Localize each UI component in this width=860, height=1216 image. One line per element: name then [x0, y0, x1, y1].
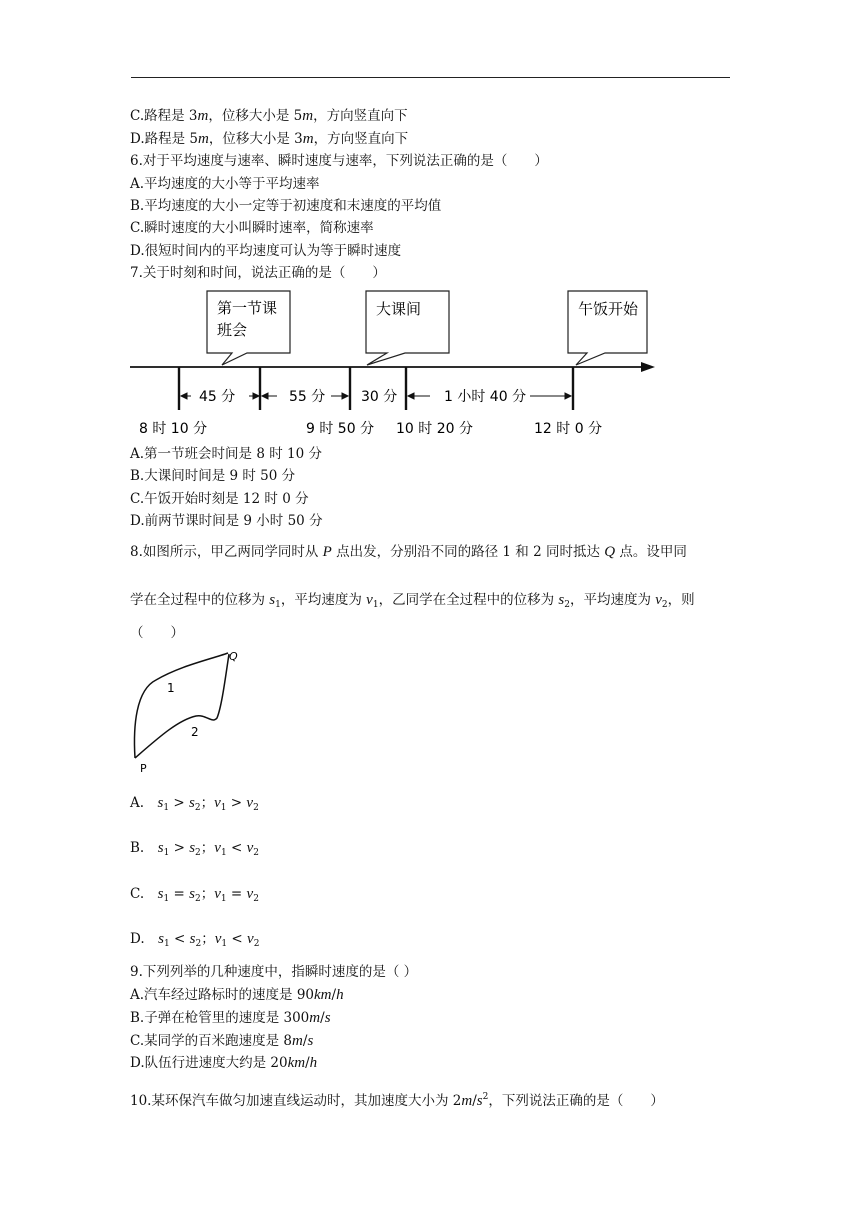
duration-45: 45 分: [199, 389, 236, 405]
path-2-label: 2: [191, 725, 199, 739]
q8-option-d: D. $s_1 < s_2$；$v_1 < v_2$: [130, 931, 260, 949]
point-q-label: Q: [229, 650, 238, 663]
callout-first-class-line1: 第一节课: [217, 299, 278, 317]
q9-option-c: C.某同学的百米跑速度是 8m/s: [130, 1033, 314, 1049]
callout-first-class-line2: 班会: [217, 321, 248, 339]
timeline-arrowhead: [641, 362, 655, 372]
q6-option-d: D.很短时间内的平均速度可认为等于瞬时速度: [130, 243, 402, 259]
time-0950: 9 时 50 分: [306, 421, 375, 437]
callout-big-break-label: 大课间: [376, 300, 422, 318]
point-p-label: P: [140, 762, 147, 775]
q7-option-c: C.午饭开始时刻是 12 时 0 分: [130, 491, 309, 507]
path-1-label: 1: [167, 681, 175, 695]
path-2-curve: [135, 654, 229, 758]
duration-1h40: 1 小时 40 分: [444, 389, 527, 405]
time-1020: 10 时 20 分: [396, 421, 473, 437]
q6-stem: 6.对于平均速度与速率、瞬时速度与速率，下列说法正确的是（ ）: [130, 153, 548, 169]
q9-option-d: D.队伍行进速度大约是 20km/h: [130, 1055, 318, 1071]
callout-lunch-label: 午饭开始: [578, 300, 639, 318]
duration-55: 55 分: [289, 389, 326, 405]
q8-option-c: C. $s_1 = s_2$；$v_1 = v_2$: [130, 886, 259, 904]
timeline-figure: [125, 285, 665, 445]
q9-option-a: A.汽车经过路标时的速度是 90km/h: [130, 987, 344, 1003]
q6-option-c: C.瞬时速度的大小叫瞬时速率，简称速率: [130, 220, 374, 236]
q8-stem-line1: 8.如图所示，甲乙两同学同时从 P 点出发，分别沿不同的路径 1 和 2 同时抵达 Q 点。设甲同: [130, 544, 687, 560]
q7-option-a: A.第一节班会时间是 8 时 10 分: [130, 446, 322, 462]
time-1200: 12 时 0 分: [534, 421, 603, 437]
q7-stem: 7.关于时刻和时间，说法正确的是（ ）: [130, 265, 386, 281]
q8-option-b: B. $s_1 > s_2$；$v_1 < v_2$: [130, 840, 259, 858]
q5-option-d: D.路程是 5m，位移大小是 3m，方向竖直向下: [130, 131, 409, 147]
q9-option-b: B.子弹在枪管里的速度是 300m/s: [130, 1010, 331, 1026]
q8-option-a: A. $s_1 > s_2$；$v_1 > v_2$: [130, 795, 259, 813]
q9-stem: 9.下列列举的几种速度中，指瞬时速度的是（ ）: [130, 964, 418, 980]
q8-stem-line2: 学在全过程中的位移为 $s_1$，平均速度为 $v_1$，乙同学在全过程中的位移为 $s_2$，平均速度为 $v_2$，则: [130, 592, 695, 610]
time-0810: 8 时 10 分: [139, 421, 208, 437]
q10-stem: 10.某环保汽车做匀加速直线运动时，其加速度大小为 $2m/s^2$，下列说法正确的是（ ）: [130, 1092, 664, 1109]
path-1-curve: [134, 653, 228, 758]
header-rule: [131, 77, 730, 78]
q5-option-c: C.路程是 3m，位移大小是 5m，方向竖直向下: [130, 108, 408, 124]
q6-option-a: A.平均速度的大小等于平均速率: [130, 176, 320, 192]
q7-option-b: B.大课间时间是 9 时 50 分: [130, 468, 296, 484]
path-figure: [128, 648, 248, 776]
q6-option-b: B.平均速度的大小一定等于初速度和末速度的平均值: [130, 198, 442, 214]
duration-30: 30 分: [361, 389, 398, 405]
q7-option-d: D.前两节课时间是 9 小时 50 分: [130, 513, 323, 529]
q8-stem-line3: （ ）: [130, 625, 184, 641]
